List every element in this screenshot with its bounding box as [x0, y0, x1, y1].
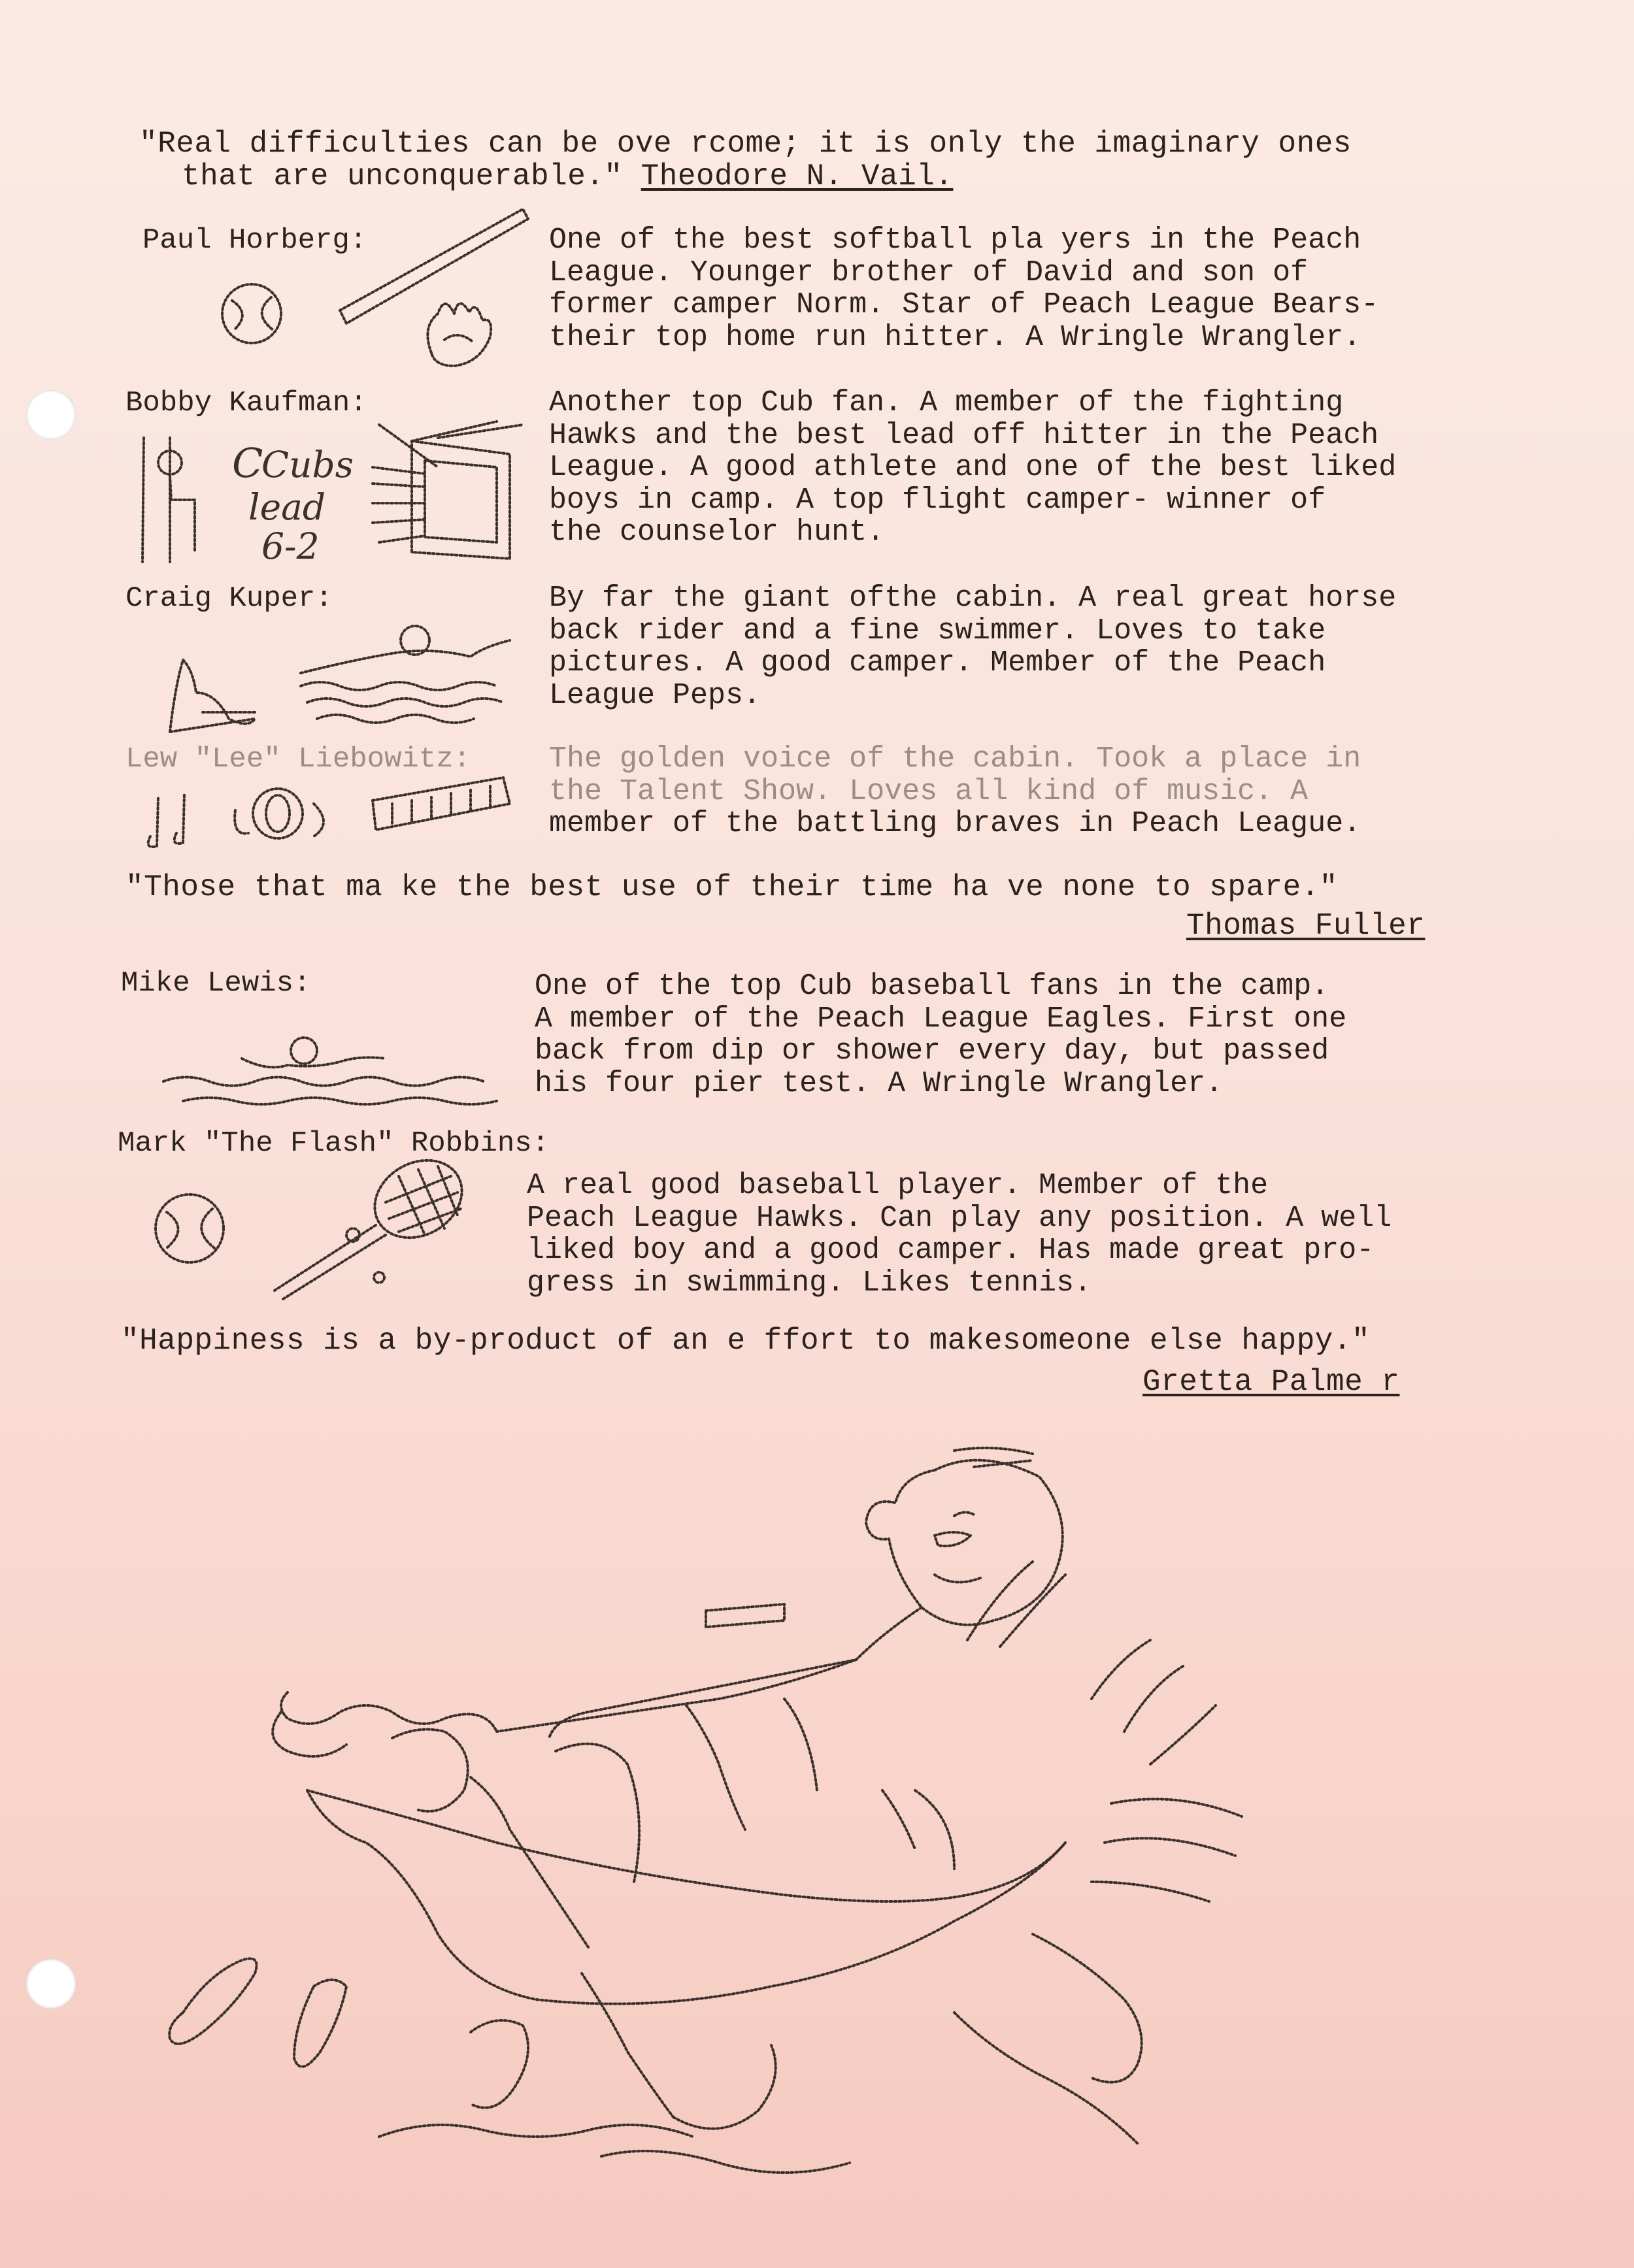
- quote-2-author: Thomas Fuller: [1186, 909, 1426, 943]
- punch-hole-top: [26, 390, 76, 440]
- horse-swimmer-icon: [157, 621, 523, 738]
- camper-name-craig-kuper: Craig Kuper:: [125, 582, 333, 615]
- quote-2-line-1: "Those that ma ke the best use of their time ha ve none to spare.": [125, 870, 1338, 904]
- camper-desc-bobby-kaufman: Another top Cub fan. A member of the fighting Hawks and the best lead off hitter in the Peach League. A good athlete and one of the best liked boys in camp. A top flight camper- winner of the counselor hunt.: [549, 386, 1397, 549]
- quote-1-author: Theodore N. Vail.: [641, 159, 954, 193]
- baseball-bat-glove-icon: [216, 203, 529, 386]
- sketch-cubs-text: Cubs: [261, 444, 354, 485]
- music-notes-comb-icon: [137, 764, 523, 856]
- quote-1-line-1: "Real difficulties can be ove rcome; it is only the imaginary ones: [139, 127, 1352, 161]
- camper-desc-craig-kuper: By far the giant ofthe cabin. A real great horse back rider and a fine swimmer. Loves to take pictures. A good camper. Member of the Peach League Peps.: [549, 582, 1397, 712]
- camper-desc-mike-lewis: One of the top Cub baseball fans in the camp. A member of the Peach League Eagles. First one back from dip or shower every day, but passed his four pier test. A Wringle Wrangler.: [535, 970, 1347, 1100]
- camper-name-bobby-kaufman: Bobby Kaufman:: [125, 387, 367, 419]
- quote-3-author: Gretta Palme r: [1142, 1365, 1400, 1399]
- camper-name-paul-horberg: Paul Horberg:: [142, 224, 367, 257]
- punch-hole-bottom: [26, 1959, 76, 2009]
- tv-watching-cubs-icon: [131, 412, 549, 575]
- ball-tennis-racket-icon: [150, 1157, 516, 1307]
- camper-desc-lew-liebowitz: The golden voice of the cabin. Took a place in the Talent Show. Loves all kind of music. A member of the battling braves in Peach League.: [549, 742, 1361, 840]
- swimmer-icon: [157, 1032, 510, 1111]
- camper-desc-paul-horberg: One of the best softball pla yers in the Peach League. Younger brother of David and son of former camper Norm. Star of Peach League Bears- their top home run hitter. A Wringle Wrangler.: [549, 223, 1379, 354]
- sketch-score-text: 6-2: [261, 525, 320, 567]
- sketch-lead-text: lead: [248, 486, 326, 528]
- camper-name-mark-robbins: Mark "The Flash" Robbins:: [118, 1127, 550, 1160]
- quote-1-line-2: that are unconquerable." Theodore N. Vail.: [182, 159, 954, 193]
- camper-name-mike-lewis: Mike Lewis:: [121, 967, 311, 1000]
- svg-text:C: C: [232, 439, 263, 487]
- rowing-boy-illustration: [131, 1424, 1373, 2248]
- quote-3-line-1: "Happiness is a by-product of an e ffort to makesomeone else happy.": [121, 1324, 1371, 1358]
- camper-name-lew-liebowitz: Lew "Lee" Liebowitz:: [125, 743, 471, 776]
- camper-desc-mark-robbins: A real good baseball player. Member of the Peach League Hawks. Can play any position. A well liked boy and a good camper. Has made great pro- gress in swimming. Likes tennis.: [527, 1169, 1392, 1300]
